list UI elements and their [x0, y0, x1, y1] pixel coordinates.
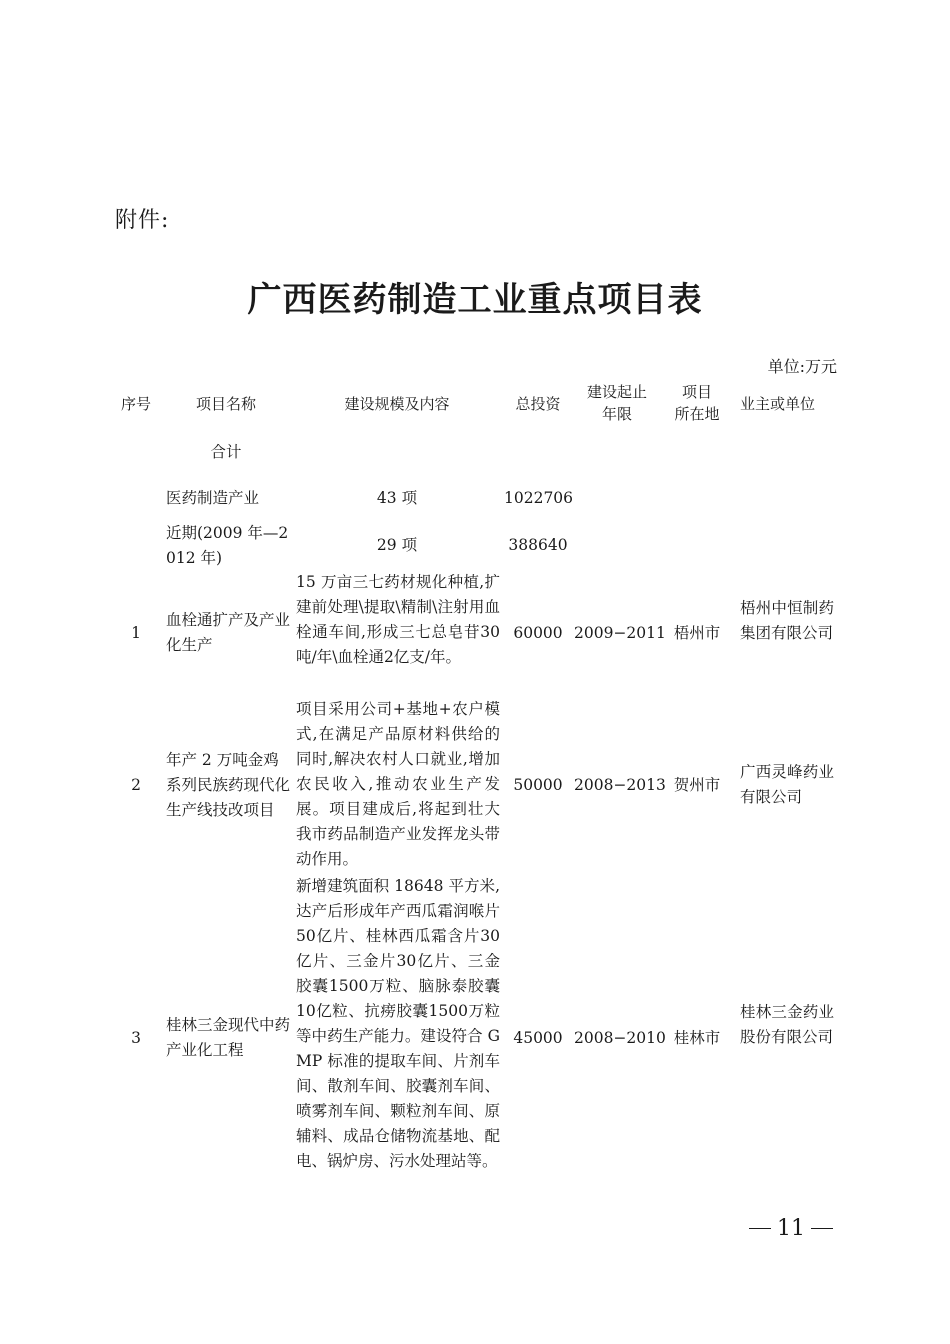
row-owner: 广西灵峰药业有限公司 — [740, 763, 834, 806]
header-period — [574, 381, 660, 425]
row-investment: 60000 — [513, 623, 563, 642]
page-title: 广西医药制造工业重点项目表 — [247, 280, 703, 320]
row-investment: 50000 — [513, 775, 563, 794]
row-name: 血栓通扩产及产业化生产 — [166, 611, 291, 654]
row-scale: 项目采用公司+基地+农户模式,在满足产品原材料供给的同时,解决农村人口就业,增加农民收入,推动农业生产发展。项目建成后,将起到壮大我市药品制造产业发挥龙头带动作用。 — [296, 700, 500, 868]
row-seq: 1 — [131, 623, 141, 642]
near-term-investment: 388640 — [508, 536, 568, 554]
header-owner: 业主或单位 — [740, 395, 816, 413]
row-scale: 15 万亩三七药材规化种植,扩建前处理\提取\精制\注射用血栓通车间,形成三七总皂苷30吨/年\血栓通2亿支/年。 — [296, 573, 500, 666]
row-name: 年产 2 万吨金鸡系列民族药现代化生产线技改项目 — [166, 750, 291, 819]
header-location-line2: 所在地 — [674, 405, 720, 423]
header-period-line2: 年限 — [601, 405, 632, 423]
row-seq: 3 — [131, 1028, 141, 1047]
row-period: 2008−2013 — [574, 775, 666, 794]
row-scale: 新增建筑面积 18648 平方米,达产后形成年产西瓜霜润喉片50亿片、桂林西瓜霜含片30亿片、三金片30亿片、三金胶囊1500万粒、脑脉泰胶囊10亿粒、抗痨胶囊1500万粒等中药生产能力。建设符合 GMP 标准的提取车间、片剂车间、散剂车间、胶囊剂车间、喷雾剂车间、颗粒剂车间、原辅料、成品仓储物流基地、配电、锅炉房、污水处理站等。 — [296, 877, 500, 1170]
page-number-dash-left — [749, 1228, 771, 1229]
header-name: 项目名称 — [195, 395, 256, 413]
page-number-value: 11 — [777, 1216, 805, 1241]
industry-label: 医药制造产业 — [166, 489, 260, 507]
row-seq: 2 — [131, 775, 141, 794]
industry-investment: 1022706 — [504, 489, 574, 507]
row-period: 2008−2010 — [574, 1028, 666, 1047]
row-owner: 梧州中恒制药集团有限公司 — [740, 599, 834, 642]
unit-label: 单位:万元 — [767, 357, 837, 376]
header-investment: 总投资 — [515, 395, 561, 413]
industry-count: 43 项 — [376, 489, 418, 507]
header-scale: 建设规模及内容 — [344, 395, 450, 413]
header-seq: 序号 — [120, 395, 151, 413]
row-period: 2009−2011 — [574, 623, 666, 642]
row-location: 桂林市 — [673, 1028, 721, 1047]
header-period-line1: 建设起止 — [586, 383, 647, 401]
total-label: 合计 — [210, 443, 242, 461]
page-number — [749, 1216, 833, 1241]
attachment-label: 附件: — [115, 208, 170, 233]
page-number-dash-right — [811, 1228, 833, 1229]
row-location: 贺州市 — [673, 775, 721, 794]
row-location: 梧州市 — [673, 623, 721, 642]
row-owner: 桂林三金药业股份有限公司 — [740, 1003, 834, 1046]
header-location — [666, 381, 728, 425]
row-investment: 45000 — [513, 1028, 563, 1047]
header-location-line1: 项目 — [681, 383, 712, 401]
row-name: 桂林三金现代中药产业化工程 — [166, 1016, 291, 1059]
near-term-count: 29 项 — [376, 536, 418, 554]
near-term-label: 近期(2009 年—2012 年) — [166, 524, 289, 567]
